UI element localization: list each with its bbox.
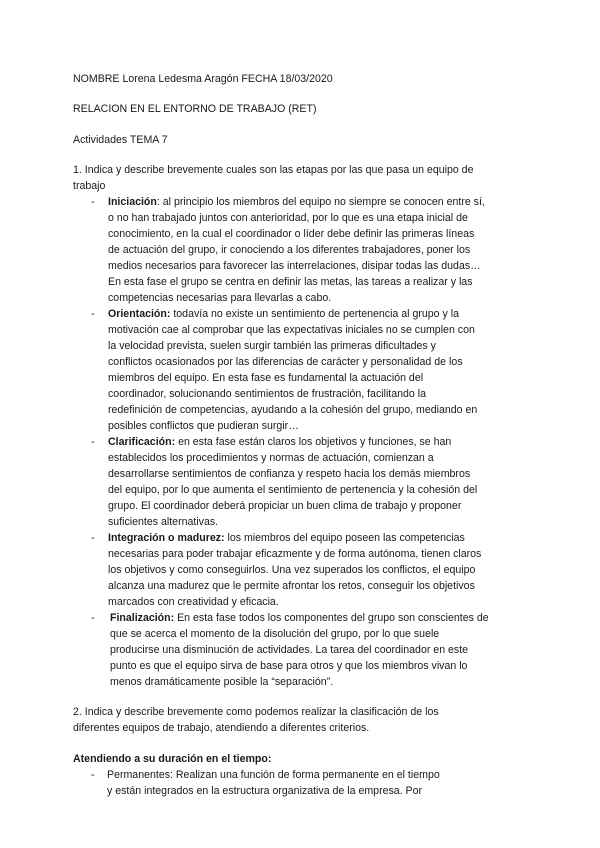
item-text-line: los objetivos y como conseguirlos. Una vez superados los conflictos, el equipo [108, 564, 476, 576]
item-text-line: coordinador, solucionando sentimientos de frustración, facilitando la [108, 388, 427, 400]
item-text: en esta fase están claros los objetivos y funciones, se han [175, 436, 452, 448]
item-text-line: punto es que el equipo sirva de base para otros y que los miembros vivan lo [110, 660, 468, 672]
item-text-line: del equipo, por lo que aumenta el sentimiento de pertenencia y la cohesión del [108, 484, 478, 496]
list-item-integracion [108, 530, 465, 546]
list-bullet: - [91, 612, 95, 624]
item-text-line: posibles conflictos que pudieran surgir… [108, 420, 299, 432]
list-item-clarificacion [108, 434, 451, 450]
name-date-line: NOMBRE Lorena Ledesma Aragón FECHA 18/03/2020 [73, 73, 333, 85]
list-bullet: - [91, 196, 95, 208]
item-text-line: suficientes alternativas. [108, 516, 219, 528]
list-item-permanentes: Permanentes: Realizan una función de forma permanente en el tiempo [107, 769, 440, 781]
item-title: Clarificación: [108, 436, 176, 448]
item-title: Integración o madurez: [108, 532, 225, 544]
list-bullet: - [91, 769, 95, 781]
item-text-line: necesarias para poder trabajar eficazmente y de forma autónoma, tienen claros [108, 548, 482, 560]
item-text-line: redefinición de competencias, ayudando a la cohesión del grupo, mediando en [108, 404, 478, 416]
item-title: Orientación: [108, 308, 171, 320]
item-text: : al principio los miembros del equipo no siempre se conocen entre sí, [156, 196, 485, 208]
item-text-line: conflictos ocasionados por las diferencias de carácter y personalidad de los [108, 356, 463, 368]
item-text-line: medios necesarios para favorecer las interrelaciones, disipar todas las dudas… [108, 260, 481, 272]
item-text-line: marcados con creatividad y eficacia. [108, 596, 279, 608]
question-1-line-1: 1. Indica y describe brevemente cuales son las etapas por las que pasa un equipo de [73, 164, 474, 176]
item-text-line: menos dramáticamente posible la “separación”. [110, 676, 334, 688]
list-bullet: - [91, 436, 95, 448]
item-text-line: y están integrados en la estructura organizativa de la empresa. Por [107, 785, 423, 797]
item-text-line: la velocidad prevista, suelen surgir también las primeras dificultades y [108, 340, 436, 352]
item-text-line: grupo. El coordinador deberá propiciar un buen clima de trabajo y proponer [108, 500, 462, 512]
item-text-line: de actuación del grupo, ir conociendo a los diferentes trabajadores, poner los [108, 244, 471, 256]
subject-title: RELACION EN EL ENTORNO DE TRABAJO (RET) [73, 103, 317, 115]
item-text-line: producirse una disminución de actividades. La tarea del coordinador en este [110, 644, 469, 656]
list-item-orientacion [108, 306, 459, 322]
list-bullet: - [91, 532, 95, 544]
item-text-line: conocimiento, en la cual el coordinador o líder debe definir las primeras líneas [108, 228, 475, 240]
item-title: Iniciación [108, 196, 157, 208]
item-text: los miembros del equipo poseen las competencias [224, 532, 465, 544]
list-item-iniciacion [108, 194, 485, 210]
item-text: En esta fase todos los componentes del grupo son conscientes de [174, 612, 489, 624]
list-bullet: - [91, 308, 95, 320]
section-heading-duracion: Atendiendo a su duración en el tiempo: [73, 753, 272, 765]
item-text-line: o no han trabajado juntos con anterioridad, por lo que es una etapa inicial de [108, 212, 468, 224]
item-text-line: establecidos los procedimientos y normas de actuación, comienzan a [108, 452, 434, 464]
question-1-line-2: trabajo [73, 180, 106, 192]
question-2-line-2: diferentes equipos de trabajo, atendiendo a diferentes criterios. [73, 722, 370, 734]
question-2-line-1: 2. Indica y describe brevemente como podemos realizar la clasificación de los [73, 706, 439, 718]
item-text-line: motivación cae al comprobar que las expectativas iniciales no se cumplen con [108, 324, 475, 336]
item-text-line: alcanza una madurez que le permite afrontar los retos, conseguir los objetivos [108, 580, 475, 592]
item-text-line: En esta fase el grupo se centra en definir las metas, las tareas a realizar y las [108, 276, 473, 288]
item-text-line: miembros del equipo. En esta fase es fundamental la actuación del [108, 372, 424, 384]
item-text-line: competencias necesarias para llevarlas a cabo. [108, 292, 332, 304]
item-text-line: que se acerca el momento de la disolución del grupo, por lo que suele [110, 628, 440, 640]
list-item-finalizacion [110, 610, 489, 626]
item-text-line: desarrollarse sentimientos de confianza y respeto hacia los demás miembros [108, 468, 471, 480]
item-text: todavía no existe un sentimiento de pertenencia al grupo y la [170, 308, 459, 320]
activities-title: Actividades TEMA 7 [73, 134, 168, 146]
item-title: Finalización: [110, 612, 175, 624]
